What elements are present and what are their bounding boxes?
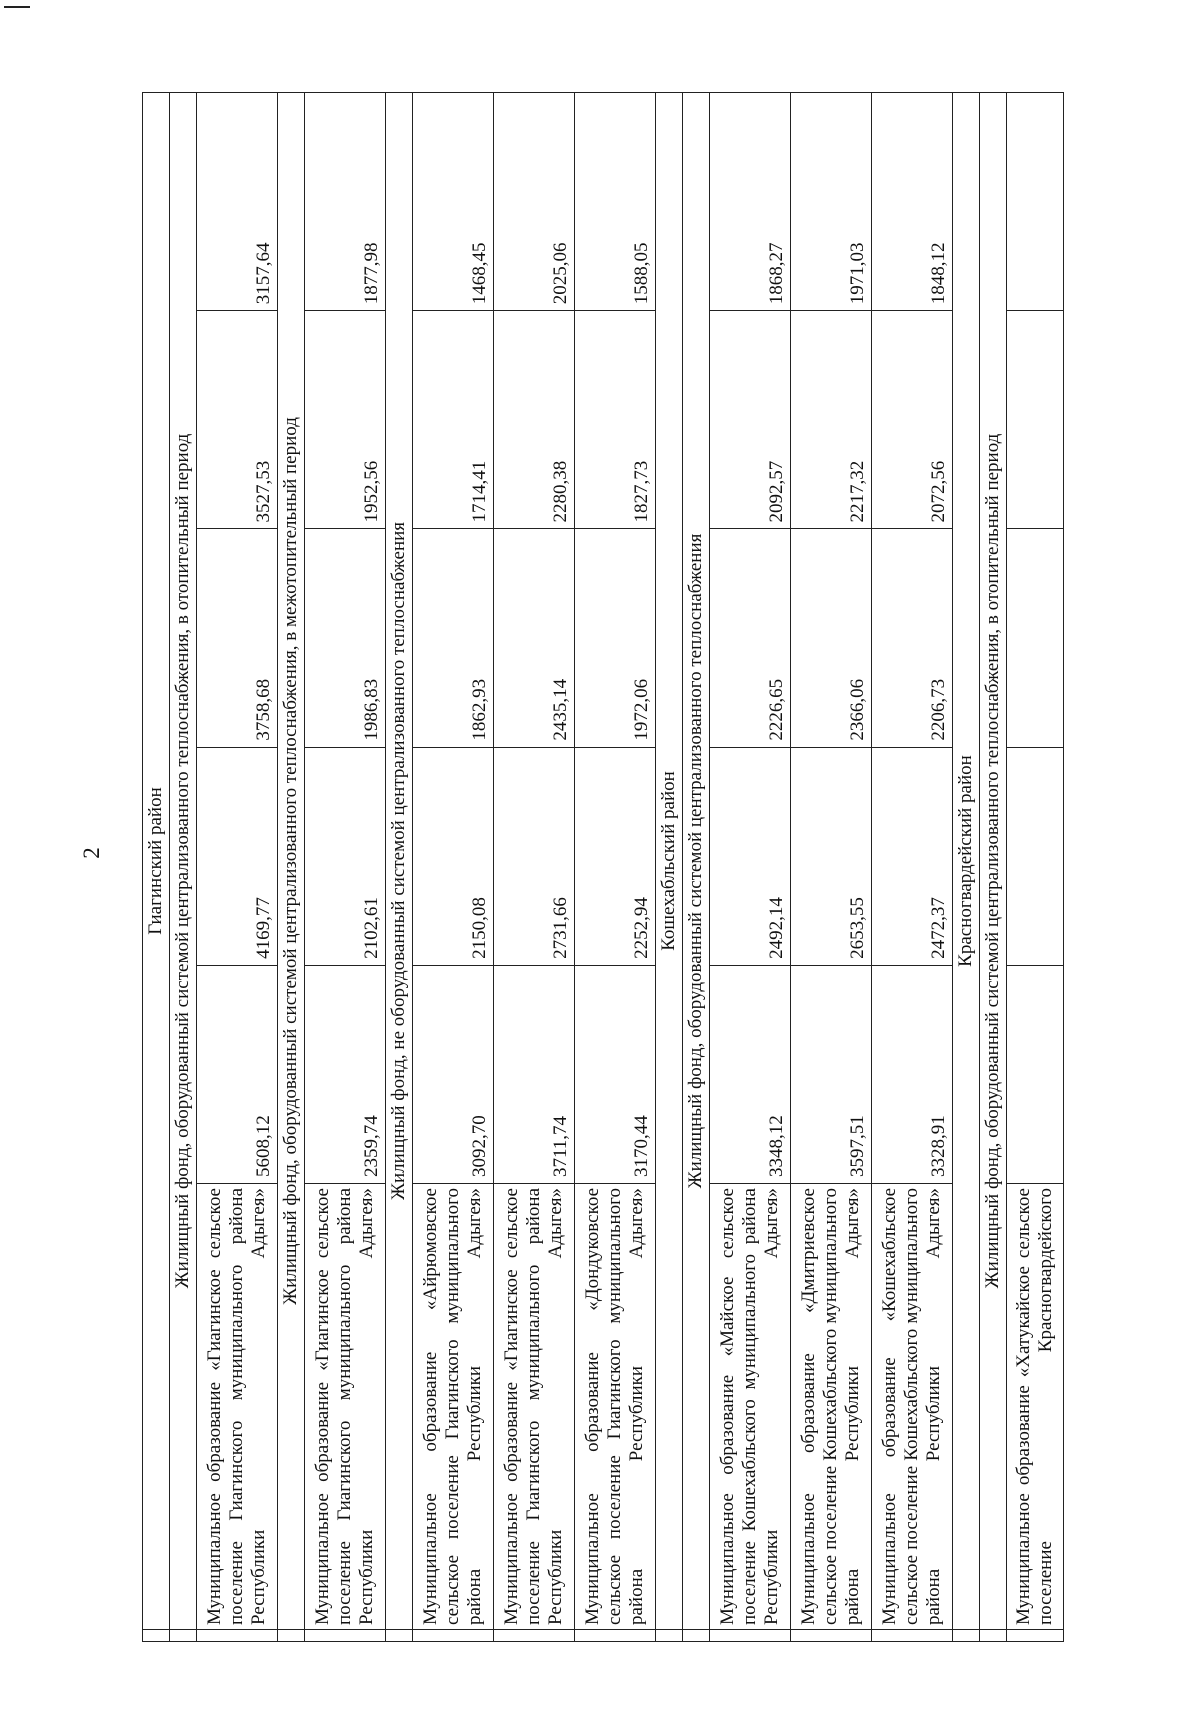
municipality-name-cell: [791, 1184, 872, 1630]
value-cell: 5608,12: [197, 965, 278, 1183]
table-row: [710, 93, 791, 1642]
table-row: [305, 93, 386, 1642]
value-cell: 2731,66: [494, 747, 575, 965]
housing-category-header: [170, 93, 197, 1642]
value-cell: 3170,44: [575, 965, 656, 1183]
value-cell: 3092,70: [413, 965, 494, 1183]
value-cell: 2492,14: [710, 747, 791, 965]
spacer-cell: [980, 1630, 1007, 1642]
spacer-cell: [1007, 1630, 1064, 1642]
housing-category-header-text: Жилищный фонд, оборудованный системой централизованного теплоснабжения, в межотопительный период: [278, 93, 305, 1630]
municipality-name: Муниципальное образование «Гиагинское сельское поселение Гиагинского муниципального района Республики Адыгея»: [204, 1188, 269, 1625]
table-row: [494, 93, 575, 1642]
spacer-cell: [683, 1630, 710, 1642]
municipality-name: Муниципальное образование «Майское сельское поселение Кошехабльского муниципального района Республики Адыгея»: [717, 1188, 782, 1625]
value-cell: 3527,53: [197, 311, 278, 529]
municipality-name-cell: [1007, 1184, 1064, 1630]
municipality-name: Муниципальное образование «Гиагинское сельское поселение Гиагинского муниципального района Республики Адыгея»: [312, 1188, 377, 1625]
spacer-cell: [791, 1630, 872, 1642]
spacer-cell: [197, 1630, 278, 1642]
housing-category-header: [386, 93, 413, 1642]
municipality-name: Муниципальное образование «Дмитриевское сельское поселение Кошехабльского муниципального района Республики Адыгея»: [798, 1188, 863, 1625]
district-header: [953, 93, 980, 1642]
housing-category-header: [980, 93, 1007, 1642]
municipality-name-cell: [413, 1184, 494, 1630]
value-cell: 2206,73: [872, 529, 953, 747]
municipality-name-cell: [494, 1184, 575, 1630]
value-cell: 1972,06: [575, 529, 656, 747]
housing-category-header-text: Жилищный фонд, не оборудованный системой централизованного теплоснабжения: [386, 93, 413, 1630]
municipality-name-cell: [305, 1184, 386, 1630]
value-cell: [1007, 747, 1064, 965]
municipality-name-cell: [197, 1184, 278, 1630]
value-cell: 2359,74: [305, 965, 386, 1183]
table-row: [575, 93, 656, 1642]
value-cell: 1971,03: [791, 93, 872, 311]
scan-corner-mark: [4, 6, 30, 8]
tariff-table: [142, 92, 1064, 1642]
value-cell: 1588,05: [575, 93, 656, 311]
value-cell: 2217,32: [791, 311, 872, 529]
value-cell: 2435,14: [494, 529, 575, 747]
spacer-cell: [575, 1630, 656, 1642]
value-cell: 2102,61: [305, 747, 386, 965]
value-cell: 1714,41: [413, 311, 494, 529]
spacer-cell: [278, 1630, 305, 1642]
district-header-text: Кошехабльский район: [656, 93, 683, 1630]
value-cell: 1952,56: [305, 311, 386, 529]
spacer-cell: [872, 1630, 953, 1642]
table-body: [143, 93, 1064, 1642]
value-cell: 3328,91: [872, 965, 953, 1183]
value-cell: 3157,64: [197, 93, 278, 311]
value-cell: 1827,73: [575, 311, 656, 529]
value-cell: 1848,12: [872, 93, 953, 311]
value-cell: 1986,83: [305, 529, 386, 747]
district-header: [143, 93, 170, 1642]
value-cell: 1862,93: [413, 529, 494, 747]
district-header: [656, 93, 683, 1642]
table-row: [197, 93, 278, 1642]
value-cell: 1868,27: [710, 93, 791, 311]
value-cell: 2150,08: [413, 747, 494, 965]
housing-category-header: [278, 93, 305, 1642]
value-cell: 3348,12: [710, 965, 791, 1183]
value-cell: 1877,98: [305, 93, 386, 311]
spacer-cell: [494, 1630, 575, 1642]
value-cell: 3597,51: [791, 965, 872, 1183]
spacer-cell: [143, 1630, 170, 1642]
value-cell: 3711,74: [494, 965, 575, 1183]
municipality-name: Муниципальное образование «Айрюмовское сельское поселение Гиагинского муниципального района Республики Адыгея»: [420, 1188, 485, 1625]
value-cell: 2366,06: [791, 529, 872, 747]
housing-category-header-text: Жилищный фонд, оборудованный системой централизованного теплоснабжения, в отопительный период: [980, 93, 1007, 1630]
table-row: [1007, 93, 1064, 1642]
spacer-cell: [953, 1630, 980, 1642]
value-cell: 2072,56: [872, 311, 953, 529]
municipality-name-cell: [710, 1184, 791, 1630]
spacer-cell: [305, 1630, 386, 1642]
municipality-name-cell: [575, 1184, 656, 1630]
value-cell: 1468,45: [413, 93, 494, 311]
table-row: [791, 93, 872, 1642]
district-header-text: Красногвардейский район: [953, 93, 980, 1630]
value-cell: [1007, 529, 1064, 747]
spacer-cell: [170, 1630, 197, 1642]
value-cell: 2226,65: [710, 529, 791, 747]
page-number: 2: [78, 847, 104, 859]
value-cell: [1007, 311, 1064, 529]
municipality-name: Муниципальное образование «Дондуковское сельское поселение Гиагинского муниципального района Республики Адыгея»: [582, 1188, 647, 1625]
value-cell: 2280,38: [494, 311, 575, 529]
value-cell: [1007, 965, 1064, 1183]
municipality-name: Муниципальное образование «Хатукайское сельское поселение Красногвардейского: [1013, 1188, 1056, 1625]
spacer-cell: [386, 1630, 413, 1642]
value-cell: 2025,06: [494, 93, 575, 311]
spacer-cell: [710, 1630, 791, 1642]
housing-category-header-text: Жилищный фонд, оборудованный системой централизованного теплоснабжения, в отопительный период: [170, 93, 197, 1630]
housing-category-header-text: Жилищный фонд, оборудованный системой централизованного теплоснабжения: [683, 93, 710, 1630]
housing-category-header: [683, 93, 710, 1642]
table-row: [413, 93, 494, 1642]
municipality-name: Муниципальное образование «Кошехабльское сельское поселение Кошехабльского муниципального района Республики Адыгея»: [879, 1188, 944, 1625]
spacer-cell: [656, 1630, 683, 1642]
rotated-table-container: [142, 92, 1142, 1642]
district-header-text: Гиагинский район: [143, 93, 170, 1630]
value-cell: 4169,77: [197, 747, 278, 965]
municipality-name: Муниципальное образование «Гиагинское сельское поселение Гиагинского муниципального района Республики Адыгея»: [501, 1188, 566, 1625]
value-cell: 2092,57: [710, 311, 791, 529]
value-cell: 2472,37: [872, 747, 953, 965]
value-cell: 3758,68: [197, 529, 278, 747]
spacer-cell: [413, 1630, 494, 1642]
municipality-name-cell: [872, 1184, 953, 1630]
table-row: [872, 93, 953, 1642]
value-cell: [1007, 93, 1064, 311]
value-cell: 2653,55: [791, 747, 872, 965]
value-cell: 2252,94: [575, 747, 656, 965]
